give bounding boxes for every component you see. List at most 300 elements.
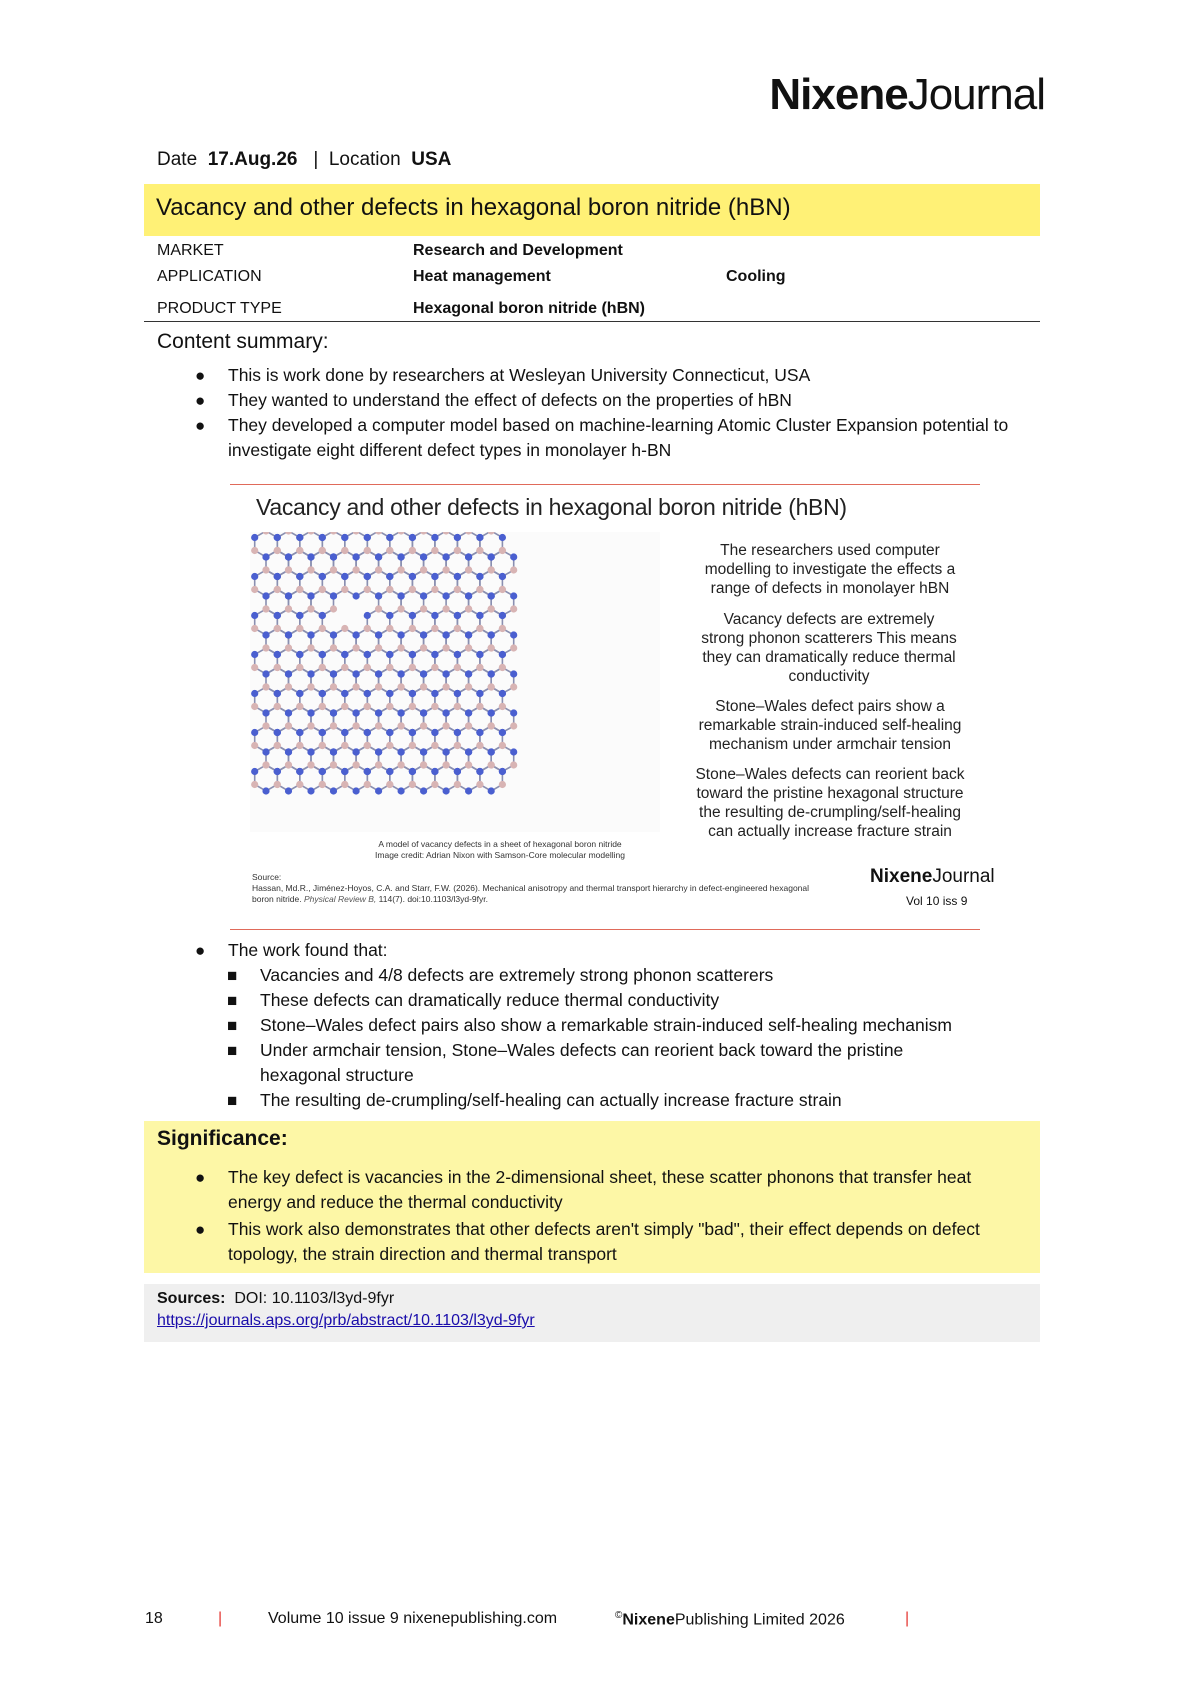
boron-atom [398, 605, 405, 612]
boron-atom [251, 781, 258, 788]
boron-atom [409, 742, 416, 749]
bullet-icon: ● [195, 941, 206, 960]
nitrogen-atom [364, 612, 371, 619]
boron-atom [398, 722, 405, 729]
nitrogen-atom [488, 670, 495, 677]
boron-atom [353, 722, 360, 729]
journal-logo [769, 70, 1045, 120]
nitrogen-atom [398, 553, 405, 560]
boron-atom [454, 703, 461, 710]
boron-atom [476, 781, 483, 788]
nitrogen-atom [274, 729, 281, 736]
boron-atom [330, 761, 337, 768]
footer-separator-2: | [905, 1610, 910, 1627]
boron-atom [296, 781, 303, 788]
nitrogen-atom [510, 553, 517, 560]
nitrogen-atom [319, 651, 326, 658]
nitrogen-atom [431, 573, 438, 580]
boron-atom [465, 532, 472, 535]
nitrogen-atom [330, 670, 337, 677]
square-bullet-icon: ■ [227, 1041, 238, 1060]
list-item: ■ Vacancies and 4/8 defects are extremely strong phonon scatterers [260, 963, 1060, 988]
application-value: Heat management [413, 268, 551, 285]
boron-atom [296, 742, 303, 749]
nitrogen-atom [341, 768, 348, 775]
lattice-bond [457, 765, 480, 791]
boron-atom [454, 586, 461, 593]
nitrogen-atom [420, 748, 427, 755]
nitrogen-atom [398, 631, 405, 638]
nitrogen-atom [262, 748, 269, 755]
nitrogen-atom [431, 651, 438, 658]
figure-source-label: Source: [252, 872, 282, 882]
boron-atom [386, 664, 393, 671]
boron-atom [409, 781, 416, 788]
boron-atom [251, 742, 258, 749]
nitrogen-atom [409, 768, 416, 775]
infographic-figure [230, 484, 995, 930]
figure-logo: NixeneJournal [870, 866, 995, 887]
boron-atom [386, 625, 393, 632]
nitrogen-atom [262, 592, 269, 599]
boron-atom [420, 722, 427, 729]
nitrogen-atom [375, 709, 382, 716]
nitrogen-atom [341, 573, 348, 580]
nitrogen-atom [499, 534, 506, 541]
nitrogen-atom [386, 651, 393, 658]
boron-atom [364, 664, 371, 671]
sources-line [157, 1290, 394, 1308]
nitrogen-atom [319, 534, 326, 541]
nitrogen-atom [285, 709, 292, 716]
dateline [157, 149, 451, 171]
nitrogen-atom [465, 787, 472, 794]
nitrogen-atom [409, 534, 416, 541]
nitrogen-atom [262, 553, 269, 560]
nitrogen-atom [465, 631, 472, 638]
nitrogen-atom [398, 670, 405, 677]
boron-atom [274, 664, 281, 671]
boron-atom [398, 532, 405, 535]
caption-line-1: A model of vacancy defects in a sheet of hexagonal boron nitride [378, 839, 622, 849]
boron-atom [386, 781, 393, 788]
nitrogen-atom [319, 768, 326, 775]
nitrogen-atom [364, 534, 371, 541]
page-number: 18 [145, 1610, 163, 1627]
lattice-bond [480, 765, 503, 791]
list-item: ● This work also demonstrates that other defects aren't simply "bad", their effect depends on defect topology, the strain direction and thermal transport [195, 1219, 980, 1264]
market-label: MARKET [157, 242, 224, 259]
nitrogen-atom [476, 573, 483, 580]
boron-atom [409, 625, 416, 632]
boron-atom [431, 664, 438, 671]
figure-top-rule [230, 484, 980, 485]
boron-atom [454, 625, 461, 632]
market-value: Research and Development [413, 242, 623, 259]
boron-atom [386, 547, 393, 554]
nitrogen-atom [296, 651, 303, 658]
nitrogen-atom [307, 787, 314, 794]
figure-source-journal: Physical Review B, [304, 894, 377, 904]
nitrogen-atom [296, 729, 303, 736]
lattice-bond [322, 765, 345, 791]
boron-atom [375, 722, 382, 729]
boron-atom [476, 547, 483, 554]
location-label: Location [328, 149, 401, 170]
boron-atom [409, 586, 416, 593]
bullet-icon: ● [195, 1168, 206, 1187]
boron-atom [341, 703, 348, 710]
boron-atom [341, 781, 348, 788]
boron-atom [431, 625, 438, 632]
nitrogen-atom [274, 690, 281, 697]
boron-atom [251, 664, 258, 671]
logo-light: Journal [907, 70, 1045, 119]
nitrogen-atom [296, 768, 303, 775]
meta-divider [144, 321, 1040, 322]
boron-atom [431, 586, 438, 593]
nitrogen-atom [353, 553, 360, 560]
nitrogen-atom [443, 592, 450, 599]
lattice-bond [277, 765, 300, 791]
nitrogen-atom [510, 709, 517, 716]
product-type-label: PRODUCT TYPE [157, 300, 282, 317]
boron-atom [398, 761, 405, 768]
boron-atom [488, 605, 495, 612]
boron-atom [510, 722, 517, 729]
lattice-svg [250, 532, 660, 832]
boron-atom [398, 644, 405, 651]
boron-atom [319, 625, 326, 632]
bullet-icon: ● [195, 366, 206, 385]
boron-atom [274, 586, 281, 593]
boron-atom [499, 781, 506, 788]
nitrogen-atom [319, 729, 326, 736]
nitrogen-atom [353, 748, 360, 755]
boron-atom [465, 644, 472, 651]
boron-atom [262, 644, 269, 651]
boron-atom [262, 722, 269, 729]
nitrogen-atom [510, 748, 517, 755]
nitrogen-atom [386, 768, 393, 775]
nitrogen-atom [420, 631, 427, 638]
nitrogen-atom [454, 690, 461, 697]
nitrogen-atom [375, 748, 382, 755]
nitrogen-atom [443, 670, 450, 677]
figure-point-1: The researchers used computer modelling to investigate the effects a range of defects in monolayer hBN [704, 542, 956, 597]
nitrogen-atom [330, 553, 337, 560]
nitrogen-atom [274, 534, 281, 541]
boron-atom [274, 625, 281, 632]
nitrogen-atom [476, 690, 483, 697]
boron-atom [443, 566, 450, 573]
boron-atom [307, 532, 314, 535]
boron-atom [285, 761, 292, 768]
boron-atom [510, 644, 517, 651]
nitrogen-atom [476, 651, 483, 658]
boron-atom [330, 566, 337, 573]
nitrogen-atom [386, 534, 393, 541]
boron-atom [443, 605, 450, 612]
boron-atom [296, 547, 303, 554]
boron-atom [465, 566, 472, 573]
lattice-bond [367, 765, 390, 791]
nitrogen-atom [353, 631, 360, 638]
nitrogen-atom [285, 553, 292, 560]
dateline-separator: | [313, 149, 319, 170]
nitrogen-atom [443, 748, 450, 755]
product-type-value: Hexagonal boron nitride (hBN) [413, 300, 645, 317]
boron-atom [307, 644, 314, 651]
findings-sublist [227, 963, 1060, 1113]
list-item: ● They wanted to understand the effect of defects on the properties of hBN [228, 388, 1048, 413]
boron-atom [375, 605, 382, 612]
boron-atom [420, 566, 427, 573]
nitrogen-atom [454, 534, 461, 541]
nitrogen-atom [409, 573, 416, 580]
nitrogen-atom [296, 690, 303, 697]
nitrogen-atom [285, 631, 292, 638]
boron-atom [307, 566, 314, 573]
boron-atom [307, 761, 314, 768]
nitrogen-atom [454, 768, 461, 775]
nitrogen-atom [262, 709, 269, 716]
nitrogen-atom [353, 670, 360, 677]
nitrogen-atom [386, 573, 393, 580]
bullet-icon: ● [195, 416, 206, 435]
boron-atom [431, 781, 438, 788]
boron-atom [420, 605, 427, 612]
nitrogen-atom [386, 690, 393, 697]
nitrogen-atom [285, 592, 292, 599]
boron-atom [285, 683, 292, 690]
boron-atom [341, 742, 348, 749]
boron-atom [465, 605, 472, 612]
lattice-bond [412, 765, 435, 791]
boron-atom [454, 664, 461, 671]
boron-atom [319, 547, 326, 554]
nitrogen-atom [341, 729, 348, 736]
nitrogen-atom [330, 787, 337, 794]
boron-atom [499, 625, 506, 632]
boron-atom [319, 703, 326, 710]
boron-atom [454, 547, 461, 554]
boron-atom [296, 625, 303, 632]
nitrogen-atom [454, 651, 461, 658]
boron-atom [285, 722, 292, 729]
bullet-icon: ● [195, 391, 206, 410]
nitrogen-atom [386, 729, 393, 736]
nitrogen-atom [454, 612, 461, 619]
boron-atom [398, 566, 405, 573]
boron-atom [330, 605, 337, 612]
title-bar [144, 184, 1040, 236]
nitrogen-atom [409, 690, 416, 697]
boron-atom [443, 532, 450, 535]
nitrogen-atom [420, 670, 427, 677]
boron-atom [285, 566, 292, 573]
boron-atom [386, 742, 393, 749]
content-summary-list [195, 363, 1048, 463]
nitrogen-atom [443, 631, 450, 638]
nitrogen-atom [465, 592, 472, 599]
boron-atom [499, 586, 506, 593]
nitrogen-atom [341, 534, 348, 541]
nitrogen-atom [465, 709, 472, 716]
nitrogen-atom [341, 651, 348, 658]
significance-heading: Significance: [157, 1127, 288, 1150]
square-bullet-icon: ■ [227, 991, 238, 1010]
boron-atom [251, 586, 258, 593]
nitrogen-atom [398, 748, 405, 755]
lattice-bond [345, 570, 368, 596]
findings-list [195, 938, 1048, 963]
lattice-bond [390, 765, 413, 791]
nitrogen-atom [330, 631, 337, 638]
boron-atom [431, 742, 438, 749]
footer-copyright: ©NixenePublishing Limited 2026 [615, 1610, 845, 1629]
boron-atom [476, 703, 483, 710]
boron-atom [307, 683, 314, 690]
list-item: ■ These defects can dramatically reduce thermal conductivity [260, 988, 1060, 1013]
square-bullet-icon: ■ [227, 966, 238, 985]
boron-atom [510, 683, 517, 690]
nitrogen-atom [386, 612, 393, 619]
date-label: Date [157, 149, 198, 170]
boron-atom [375, 644, 382, 651]
boron-atom [262, 605, 269, 612]
figure-title: Vacancy and other defects in hexagonal boron nitride (hBN) [256, 494, 847, 520]
nitrogen-atom [285, 670, 292, 677]
boron-atom [386, 703, 393, 710]
nitrogen-atom [375, 592, 382, 599]
nitrogen-atom [420, 592, 427, 599]
nitrogen-atom [499, 690, 506, 697]
boron-atom [364, 742, 371, 749]
nitrogen-atom [353, 709, 360, 716]
nitrogen-atom [499, 651, 506, 658]
nitrogen-atom [262, 631, 269, 638]
figure-source-tail: 114(7). doi:10.1103/l3yd-9fyr. [378, 894, 488, 904]
list-item: ■ Under armchair tension, Stone–Wales defects can reorient back toward the pristine hexagonal structure [227, 1040, 904, 1085]
figure-point-2: Vacancy defects are extremely strong phonon scatterers This means they can dramatically reduce thermal conductivity [701, 611, 957, 685]
boron-atom [375, 532, 382, 535]
boron-atom [499, 664, 506, 671]
boron-atom [375, 683, 382, 690]
sources-box [144, 1284, 1040, 1342]
boron-atom [420, 532, 427, 535]
bullet-icon: ● [195, 1220, 206, 1239]
nitrogen-atom [274, 651, 281, 658]
boron-atom [353, 532, 360, 535]
nitrogen-atom [307, 553, 314, 560]
boron-atom [409, 547, 416, 554]
nitrogen-atom [375, 553, 382, 560]
boron-atom [398, 683, 405, 690]
nitrogen-atom [488, 553, 495, 560]
boron-atom [443, 644, 450, 651]
nitrogen-atom [251, 534, 258, 541]
footer-separator: | [218, 1610, 223, 1627]
boron-atom [364, 703, 371, 710]
nitrogen-atom [488, 787, 495, 794]
boron-atom [262, 566, 269, 573]
lattice-bond [300, 765, 323, 791]
hbn-lattice-image [250, 532, 660, 832]
boron-atom [465, 761, 472, 768]
boron-atom [465, 683, 472, 690]
boron-atom [251, 547, 258, 554]
nitrogen-atom [296, 573, 303, 580]
boron-atom [364, 586, 371, 593]
nitrogen-atom [431, 768, 438, 775]
boron-atom [274, 742, 281, 749]
boron-atom [330, 683, 337, 690]
boron-atom [262, 532, 269, 535]
boron-atom [465, 722, 472, 729]
boron-atom [330, 722, 337, 729]
nitrogen-atom [330, 592, 337, 599]
nitrogen-atom [251, 729, 258, 736]
nitrogen-atom [319, 612, 326, 619]
boron-atom [364, 781, 371, 788]
boron-atom [341, 625, 348, 632]
sources-link[interactable]: https://journals.aps.org/prb/abstract/10.1103/l3yd-9fyr [157, 1312, 535, 1329]
nitrogen-atom [443, 787, 450, 794]
nitrogen-atom [476, 534, 483, 541]
boron-atom [319, 742, 326, 749]
application-label: APPLICATION [157, 268, 262, 285]
nitrogen-atom [398, 592, 405, 599]
boron-atom [262, 683, 269, 690]
boron-atom [431, 703, 438, 710]
boron-atom [499, 703, 506, 710]
boron-atom [251, 625, 258, 632]
nitrogen-atom [488, 748, 495, 755]
boron-atom [454, 781, 461, 788]
boron-atom [420, 644, 427, 651]
nitrogen-atom [431, 612, 438, 619]
boron-atom [499, 742, 506, 749]
boron-atom [488, 532, 495, 535]
figure-volume: Vol 10 iss 9 [906, 894, 968, 908]
boron-atom [499, 547, 506, 554]
nitrogen-atom [274, 573, 281, 580]
boron-atom [510, 761, 517, 768]
boron-atom [296, 586, 303, 593]
nitrogen-atom [454, 729, 461, 736]
boron-atom [364, 547, 371, 554]
article-title: Vacancy and other defects in hexagonal boron nitride (hBN) [156, 194, 791, 221]
nitrogen-atom [465, 670, 472, 677]
figure-point-4: Stone–Wales defects can reorient back toward the pristine hexagonal structure the resulting de-crumpling/self-healing can actually increase fracture strain [695, 766, 965, 840]
boron-atom [296, 664, 303, 671]
list-item: ■ Stone–Wales defect pairs also show a remarkable strain-induced self-healing mechanism [260, 1013, 1060, 1038]
nitrogen-atom [262, 787, 269, 794]
square-bullet-icon: ■ [227, 1091, 238, 1110]
lattice-bond [255, 765, 278, 791]
boron-atom [262, 761, 269, 768]
nitrogen-atom [251, 612, 258, 619]
boron-atom [251, 703, 258, 710]
nitrogen-atom [409, 729, 416, 736]
content-summary-heading: Content summary: [157, 330, 329, 353]
boron-atom [364, 625, 371, 632]
nitrogen-atom [420, 709, 427, 716]
boron-atom [353, 683, 360, 690]
nitrogen-atom [262, 670, 269, 677]
nitrogen-atom [510, 592, 517, 599]
